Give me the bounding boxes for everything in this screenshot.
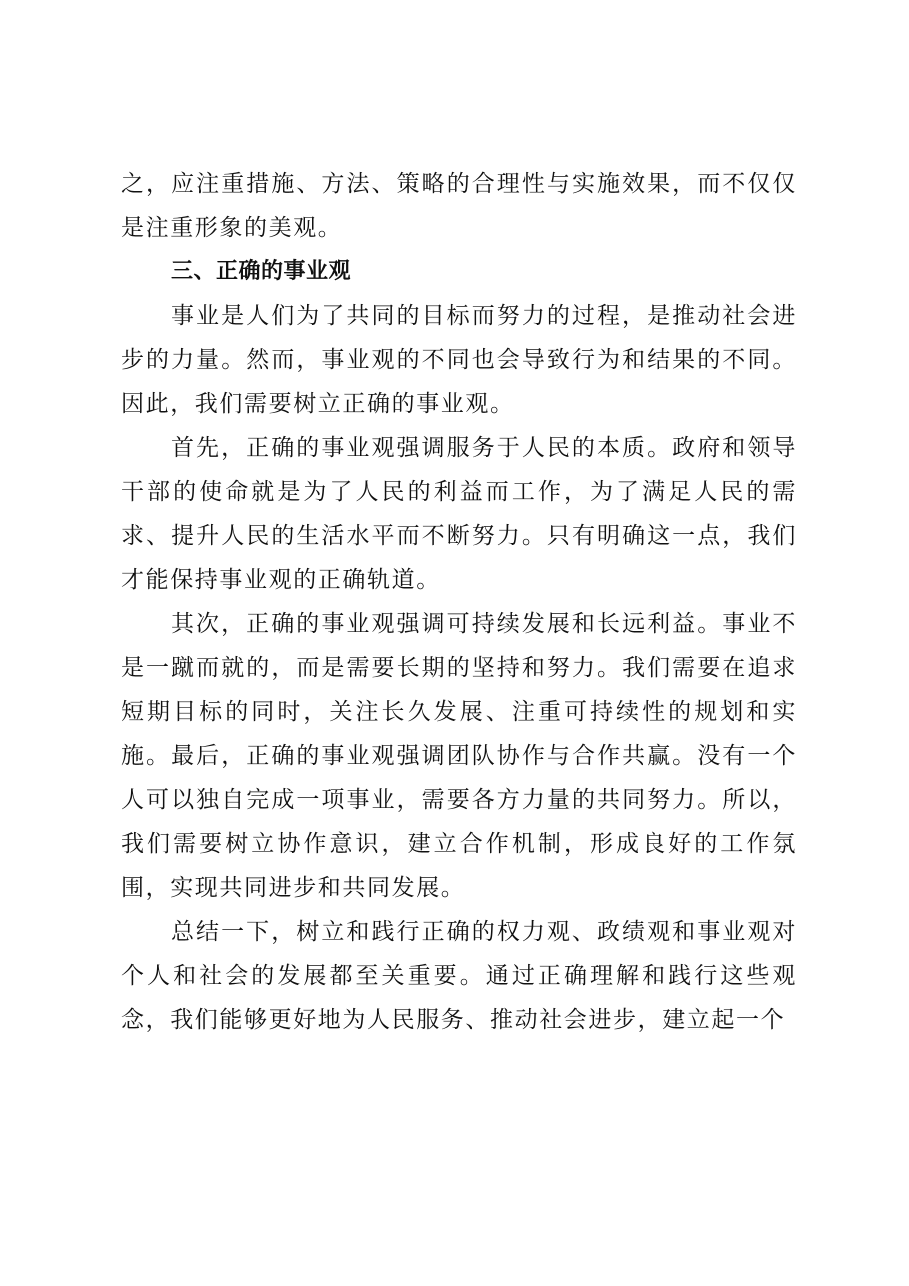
section-heading: 三、正确的事业观 xyxy=(171,259,352,284)
paragraph-second-point: 其次，正确的事业观强调可持续发展和长远利益。事业不是一蹴而就的，而是需要长期的坚持和努力。我们需要在追求短期目标的同时，关注长久发展、注重可持续性的规划和实施。最后，正确的事业观强调团队协作与合作共赢。没有一个人可以独自完成一项事业，需要各方力量的共同努力。所以，我们需要树立协作意识，建立合作机制，形成良好的工作氛围，实现共同进步和共同发展。 xyxy=(121,611,797,901)
paragraph-continuation: 之，应注重措施、方法、策略的合理性与实施效果，而不仅仅是注重形象的美观。 xyxy=(121,171,797,241)
paragraph-intro: 事业是人们为了共同的目标而努力的过程，是推动社会进步的力量。然而，事业观的不同也会导致行为和结果的不同。因此，我们需要树立正确的事业观。 xyxy=(121,303,797,417)
document-page xyxy=(121,162,797,1042)
paragraph-summary: 总结一下，树立和践行正确的权力观、政绩观和事业观对个人和社会的发展都至关重要。通过正确理解和践行这些观念，我们能够更好地为人民服务、推动社会进步，建立起一个 xyxy=(121,919,797,1033)
paragraph-first-point: 首先，正确的事业观强调服务于人民的本质。政府和领导干部的使命就是为了人民的利益而工作，为了满足人民的需求、提升人民的生活水平而不断努力。只有明确这一点，我们才能保持事业观的正确轨道。 xyxy=(121,435,797,593)
